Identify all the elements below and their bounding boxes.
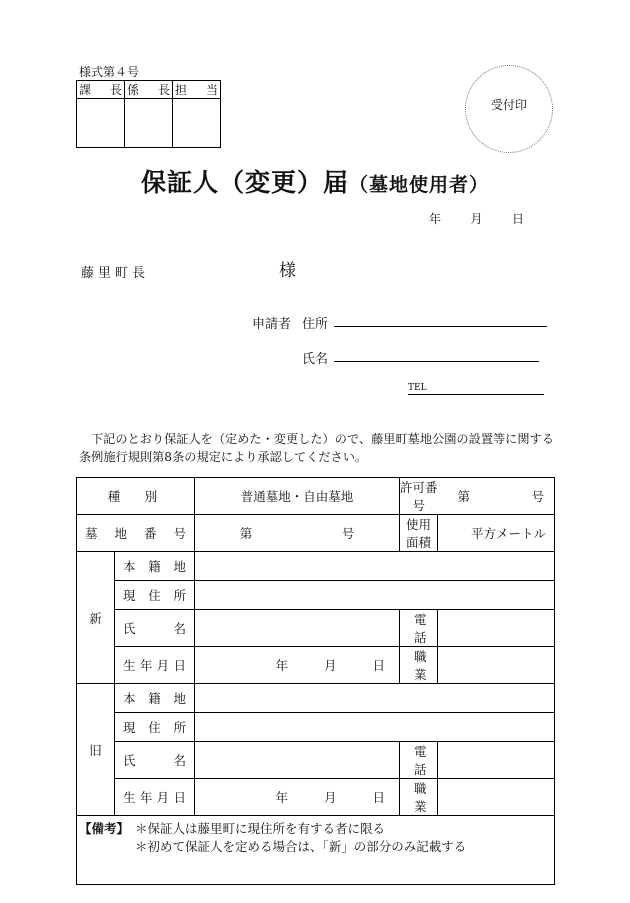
approval-stamp-cell[interactable] [173,99,221,148]
plot-go: 号 [341,526,355,541]
approval-header-staff: 担 当 [173,81,221,99]
table-row [77,684,555,713]
approval-stamp-cell[interactable] [125,99,173,148]
applicant-address-label: 住所 [302,317,329,332]
new-address-field[interactable] [195,581,555,610]
old-birth-day: 日 [372,790,386,805]
old-name-field[interactable] [195,742,400,779]
remarks [77,816,555,885]
type-label: 種 別 [77,478,195,515]
permit-go: 号 [531,489,545,504]
approval-box [76,80,221,148]
applicant-tel-line[interactable] [408,394,544,395]
permit-number-field[interactable] [438,478,555,515]
old-honseki-field[interactable] [195,684,555,713]
old-section-label: 旧 [77,684,115,816]
table-row [77,515,555,552]
new-honseki-label: 本籍地 [115,552,195,581]
table-row [77,552,555,581]
applicant-label: 申請者 [252,317,292,332]
form-number: 様式第４号 [79,65,140,79]
plot-label: 墓地番号 [77,515,195,552]
remarks-label: 【備考】 [79,821,130,836]
new-honseki-field[interactable] [195,552,555,581]
old-address-field[interactable] [195,713,555,742]
old-honseki-label: 本籍地 [115,684,195,713]
permit-dai: 第 [457,489,471,504]
plot-number-field[interactable] [195,515,400,552]
new-birth-year: 年 [275,658,288,673]
table-row [77,713,555,742]
new-name-label: 氏名 [115,610,195,647]
date-day: 日 [511,212,524,226]
document-title [0,163,630,199]
old-address-label: 現住所 [115,713,195,742]
honorific: 様 [279,261,296,281]
new-phone-label: 電話 [400,610,438,647]
date-month: 月 [470,212,483,226]
old-phone-label: 電話 [400,742,438,779]
approval-header-subsection-chief: 係 長 [125,81,173,99]
body-text: 下記のとおり保証人を（定めた・変更した）ので、藤里町墓地公園の設置等に関する条例施行規則第8条の規定により承認してください。 [79,432,554,464]
table-row [77,816,555,885]
type-value[interactable]: 普通墓地・自由墓地 [195,478,400,515]
new-birth-day: 日 [372,658,386,673]
applicant-tel-label: TEL [408,383,427,393]
new-name-field[interactable] [195,610,400,647]
approval-header-section-chief: 課 長 [77,81,125,99]
applicant-address-line[interactable] [334,326,547,327]
old-phone-field[interactable] [438,742,555,779]
old-job-field[interactable] [438,779,555,816]
new-birth-label: 生年月日 [115,647,195,684]
table-row [77,779,555,816]
old-birth-label: 生年月日 [115,779,195,816]
remarks-line: ＊保証人は藤里町に現住所を有する者に限る [135,821,386,836]
date-line[interactable] [429,210,524,227]
new-job-label: 職業 [400,647,438,684]
table-row [77,478,555,515]
new-section-label: 新 [77,552,115,684]
receipt-stamp-circle [465,65,553,153]
new-birth-field[interactable] [195,647,400,684]
old-birth-field[interactable] [195,779,400,816]
applicant-name-line[interactable] [334,361,539,362]
applicant-name-label: 氏名 [302,352,329,367]
old-name-label: 氏名 [115,742,195,779]
receipt-stamp-label: 受付印 [490,98,527,112]
table-row [77,610,555,647]
area-label: 使用面積 [400,515,438,552]
area-unit: 平方メートル [471,526,547,541]
table-row [77,742,555,779]
new-job-field[interactable] [438,647,555,684]
table-row [77,647,555,684]
title-sub: （墓地使用者） [349,174,490,196]
new-address-label: 現住所 [115,581,195,610]
area-field[interactable] [438,515,555,552]
date-year: 年 [429,212,442,226]
old-job-label: 職業 [400,779,438,816]
table-row [77,581,555,610]
remarks-line: ＊初めて保証人を定める場合は、「新」の部分のみ記載する [135,839,467,854]
addressee: 藤里町長 [81,266,150,281]
new-phone-field[interactable] [438,610,555,647]
title-main: 保証人（変更）届 [140,168,349,197]
new-birth-month: 月 [324,658,337,673]
old-birth-year: 年 [275,790,288,805]
old-birth-month: 月 [324,790,337,805]
approval-stamp-cell[interactable] [77,99,125,148]
permit-label: 許可番号 [400,478,438,515]
plot-dai: 第 [239,526,253,541]
details-table [76,477,555,885]
